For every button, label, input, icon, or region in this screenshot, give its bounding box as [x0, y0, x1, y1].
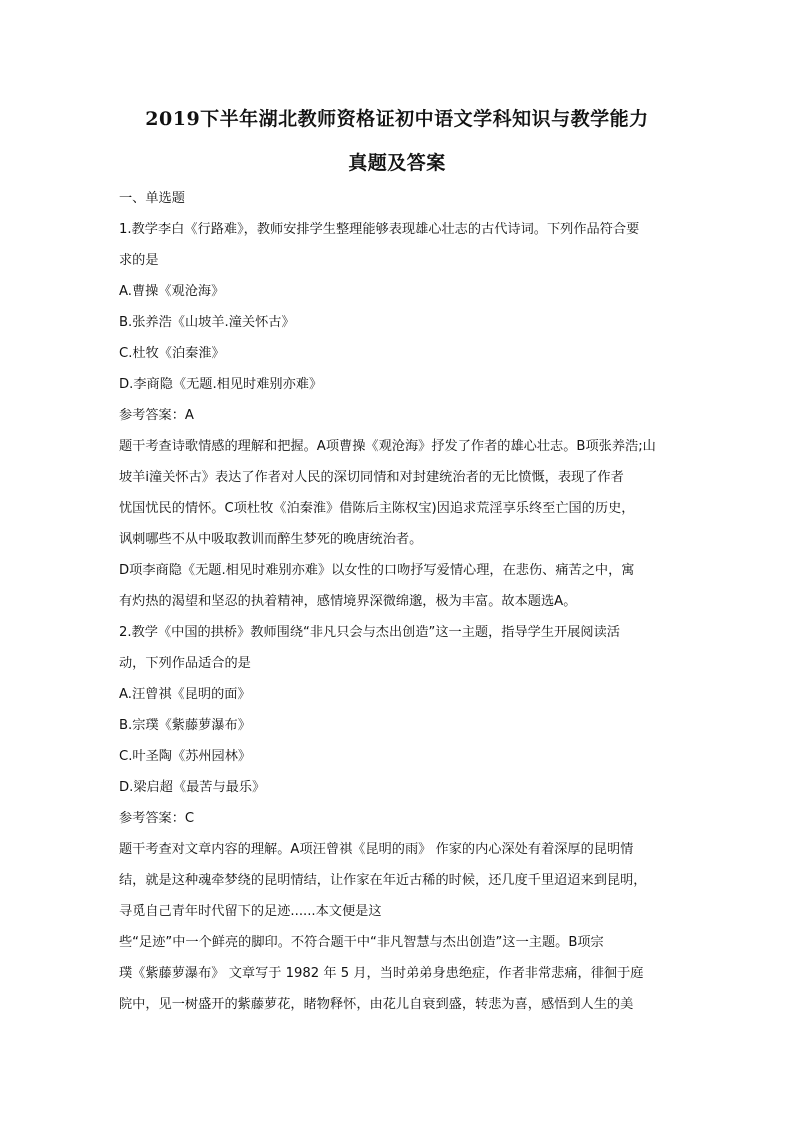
text-line: D.梁启超《最苦与最乐》: [119, 780, 266, 795]
text-line: 寻觅自己青年时代留下的足迹......本文便是这: [119, 904, 382, 919]
text-line: 求的是: [119, 253, 159, 268]
text-line: 有灼热的渴望和坚忍的执着精神，感情境界深微绵邈，极为丰富。故本题选A。: [119, 594, 577, 609]
text-line: C.叶圣陶《苏州园林》: [119, 749, 252, 764]
text-line: 2.教学《中国的拱桥》教师围绕“非凡只会与杰出创造”这一主题，指导学生开展阅读活: [119, 625, 620, 640]
text-line: 题干考查诗歌情感的理解和把握。A项曹操《观沧海》抒发了作者的雄心壮志。B项张养浩;山: [119, 439, 656, 454]
text-line: 院中，见一树盛开的紫藤萝花，睹物释怀，由花儿自衰到盛，转悲为喜，感悟到人生的美: [119, 997, 634, 1012]
text-line: B.宗璞《紫藤萝瀑布》: [119, 718, 251, 733]
text-line: 参考答案：A: [119, 408, 194, 423]
text-line: 参考答案：C: [119, 811, 195, 826]
text-line: 忧国忧民的情怀。C项杜牧《泊秦淮》借陈后主陈权宝)因追求荒淫享乐终至亡国的历史，: [119, 501, 635, 516]
text-line: D项李商隐《无题.相见时难别亦难》以女性的口吻抒写爱情心理，在悲伤、痛苦之中，寓: [119, 563, 635, 578]
text-line: 1.教学李白《行路难》，教师安排学生整理能够表现雄心壮志的古代诗词。下列作品符合要: [119, 222, 640, 237]
text-line: 璞《紫藤萝瀑布》 文章写于 1982 年 5 月，当时弟弟身患绝症，作者非常悲痛，徘徊于庭: [119, 966, 644, 981]
text-line: 坡羊ⅰ潼关怀古》表达了作者对人民的深切同情和对封建统治者的无比愤慨，表现了作者: [119, 470, 624, 485]
text-line: A.汪曾祺《昆明的面》: [119, 687, 251, 702]
text-line: 讽刺哪些不从中吸取教训而醉生梦死的晚唐统治者。: [119, 532, 423, 547]
text-line: 些“足迹”中一个鲜亮的脚印。不符合题干中“非凡智慧与杰出创造”这一主题。B项宗: [119, 935, 604, 950]
text-line: 结，就是这种魂牵梦绕的昆明情结，让作家在年近古稀的时候，还几度千里迢迢来到昆明，: [119, 873, 647, 888]
text-line: A.曹操《观沧海》: [119, 284, 225, 299]
text-line: C.杜牧《泊秦淮》: [119, 346, 225, 361]
document-subtitle: 真题及答案: [348, 152, 446, 174]
document-body: [119, 183, 709, 1020]
text-line: 动，下列作品适合的是: [119, 656, 251, 671]
text-line: B.张养浩《山坡羊.潼关怀古》: [119, 315, 295, 330]
document-title: 2019下半年湖北教师资格证初中语文学科知识与教学能力: [145, 108, 649, 130]
text-line: 一、单选题: [119, 191, 185, 206]
text-line: D.李商隐《无题.相见时难别亦难》: [119, 377, 323, 392]
text-line: 题干考查对文章内容的理解。A项汪曾祺《昆明的雨》 作家的内心深处有着深厚的昆明情: [119, 842, 634, 857]
